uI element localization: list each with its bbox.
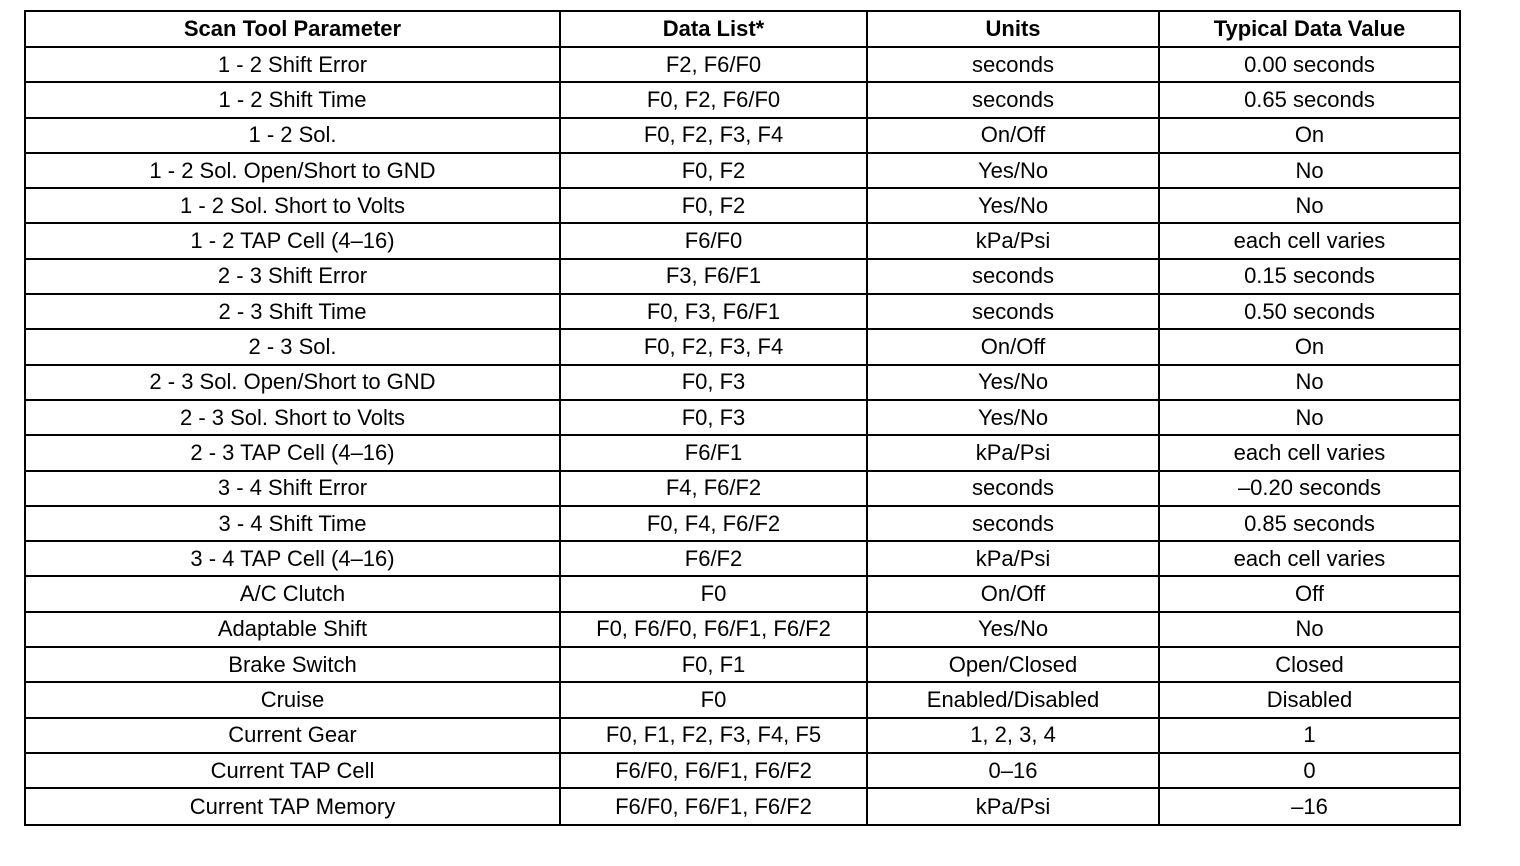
table-row — [25, 259, 1460, 294]
cell-parameter: 3 - 4 Shift Time — [25, 506, 560, 541]
table-row — [25, 400, 1460, 435]
cell-typical-value: No — [1159, 188, 1460, 223]
cell-units: 0–16 — [867, 753, 1159, 788]
cell-parameter: 2 - 3 Sol. Open/Short to GND — [25, 365, 560, 400]
cell-parameter: 1 - 2 Sol. Short to Volts — [25, 188, 560, 223]
table-row — [25, 541, 1460, 576]
cell-data-list: F0, F1 — [560, 647, 867, 682]
cell-parameter: 3 - 4 Shift Error — [25, 471, 560, 506]
table-header — [25, 11, 1460, 47]
table-row — [25, 471, 1460, 506]
cell-data-list: F0 — [560, 576, 867, 611]
cell-units: seconds — [867, 506, 1159, 541]
table-row — [25, 329, 1460, 364]
cell-data-list: F0, F6/F0, F6/F1, F6/F2 — [560, 612, 867, 647]
cell-typical-value: 0.00 seconds — [1159, 47, 1460, 82]
cell-units: kPa/Psi — [867, 223, 1159, 258]
table-row — [25, 682, 1460, 717]
cell-parameter: 2 - 3 Sol. Short to Volts — [25, 400, 560, 435]
cell-data-list: F0, F3 — [560, 365, 867, 400]
cell-typical-value: each cell varies — [1159, 223, 1460, 258]
cell-parameter: 1 - 2 Shift Time — [25, 82, 560, 117]
cell-typical-value: 1 — [1159, 718, 1460, 753]
header-units: Units — [867, 11, 1159, 47]
cell-units: seconds — [867, 259, 1159, 294]
table-row — [25, 435, 1460, 470]
cell-data-list: F6/F2 — [560, 541, 867, 576]
cell-units: seconds — [867, 82, 1159, 117]
cell-parameter: 3 - 4 TAP Cell (4–16) — [25, 541, 560, 576]
table-row — [25, 47, 1460, 82]
table-row — [25, 82, 1460, 117]
cell-data-list: F4, F6/F2 — [560, 471, 867, 506]
cell-data-list: F0, F4, F6/F2 — [560, 506, 867, 541]
cell-typical-value: 0.65 seconds — [1159, 82, 1460, 117]
cell-parameter: 2 - 3 Shift Error — [25, 259, 560, 294]
table-row — [25, 576, 1460, 611]
cell-typical-value: No — [1159, 153, 1460, 188]
cell-units: On/Off — [867, 329, 1159, 364]
cell-parameter: 2 - 3 TAP Cell (4–16) — [25, 435, 560, 470]
cell-typical-value: 0 — [1159, 753, 1460, 788]
cell-units: Open/Closed — [867, 647, 1159, 682]
header-data-list: Data List* — [560, 11, 867, 47]
cell-units: Yes/No — [867, 612, 1159, 647]
cell-units: seconds — [867, 47, 1159, 82]
cell-units: Yes/No — [867, 188, 1159, 223]
header-row — [25, 11, 1460, 47]
header-scan-tool-parameter: Scan Tool Parameter — [25, 11, 560, 47]
cell-parameter: 2 - 3 Shift Time — [25, 294, 560, 329]
cell-data-list: F0, F2, F3, F4 — [560, 329, 867, 364]
cell-units: Yes/No — [867, 153, 1159, 188]
cell-typical-value: Closed — [1159, 647, 1460, 682]
cell-typical-value: –16 — [1159, 788, 1460, 825]
cell-data-list: F3, F6/F1 — [560, 259, 867, 294]
cell-data-list: F0, F3 — [560, 400, 867, 435]
table-row — [25, 153, 1460, 188]
cell-units: kPa/Psi — [867, 541, 1159, 576]
cell-units: kPa/Psi — [867, 788, 1159, 825]
cell-data-list: F0, F2 — [560, 153, 867, 188]
cell-typical-value: Disabled — [1159, 682, 1460, 717]
cell-typical-value: each cell varies — [1159, 435, 1460, 470]
cell-units: Yes/No — [867, 365, 1159, 400]
cell-units: Enabled/Disabled — [867, 682, 1159, 717]
table-row — [25, 753, 1460, 788]
cell-data-list: F0, F2 — [560, 188, 867, 223]
cell-parameter: 1 - 2 Sol. Open/Short to GND — [25, 153, 560, 188]
cell-units: seconds — [867, 294, 1159, 329]
scan-tool-data-table — [24, 10, 1461, 826]
cell-typical-value: each cell varies — [1159, 541, 1460, 576]
cell-parameter: Adaptable Shift — [25, 612, 560, 647]
cell-data-list: F6/F0, F6/F1, F6/F2 — [560, 753, 867, 788]
cell-data-list: F0, F2, F3, F4 — [560, 118, 867, 153]
cell-parameter: 1 - 2 Shift Error — [25, 47, 560, 82]
cell-parameter: Cruise — [25, 682, 560, 717]
cell-typical-value: On — [1159, 118, 1460, 153]
cell-typical-value: On — [1159, 329, 1460, 364]
table-row — [25, 294, 1460, 329]
cell-parameter: 2 - 3 Sol. — [25, 329, 560, 364]
cell-units: On/Off — [867, 118, 1159, 153]
cell-parameter: A/C Clutch — [25, 576, 560, 611]
cell-parameter: 1 - 2 TAP Cell (4–16) — [25, 223, 560, 258]
cell-parameter: Current Gear — [25, 718, 560, 753]
cell-typical-value: 0.85 seconds — [1159, 506, 1460, 541]
cell-typical-value: 0.15 seconds — [1159, 259, 1460, 294]
cell-data-list: F6/F0, F6/F1, F6/F2 — [560, 788, 867, 825]
cell-typical-value: No — [1159, 612, 1460, 647]
cell-units: 1, 2, 3, 4 — [867, 718, 1159, 753]
table-row — [25, 188, 1460, 223]
cell-units: seconds — [867, 471, 1159, 506]
cell-data-list: F6/F0 — [560, 223, 867, 258]
cell-units: kPa/Psi — [867, 435, 1159, 470]
table-row — [25, 788, 1460, 825]
cell-units: On/Off — [867, 576, 1159, 611]
cell-data-list: F6/F1 — [560, 435, 867, 470]
table-row — [25, 612, 1460, 647]
cell-units: Yes/No — [867, 400, 1159, 435]
cell-data-list: F0, F1, F2, F3, F4, F5 — [560, 718, 867, 753]
header-typical-data-value: Typical Data Value — [1159, 11, 1460, 47]
table-row — [25, 118, 1460, 153]
table-row — [25, 365, 1460, 400]
table-row — [25, 647, 1460, 682]
scan-tool-data-sheet — [24, 10, 1459, 826]
table-row — [25, 718, 1460, 753]
cell-data-list: F0, F2, F6/F0 — [560, 82, 867, 117]
cell-typical-value: 0.50 seconds — [1159, 294, 1460, 329]
cell-typical-value: No — [1159, 365, 1460, 400]
cell-parameter: Brake Switch — [25, 647, 560, 682]
cell-data-list: F0, F3, F6/F1 — [560, 294, 867, 329]
cell-parameter: Current TAP Memory — [25, 788, 560, 825]
cell-data-list: F2, F6/F0 — [560, 47, 867, 82]
cell-data-list: F0 — [560, 682, 867, 717]
table-row — [25, 223, 1460, 258]
table-body — [25, 47, 1460, 825]
table-row — [25, 506, 1460, 541]
cell-parameter: Current TAP Cell — [25, 753, 560, 788]
cell-typical-value: –0.20 seconds — [1159, 471, 1460, 506]
cell-typical-value: No — [1159, 400, 1460, 435]
cell-parameter: 1 - 2 Sol. — [25, 118, 560, 153]
cell-typical-value: Off — [1159, 576, 1460, 611]
